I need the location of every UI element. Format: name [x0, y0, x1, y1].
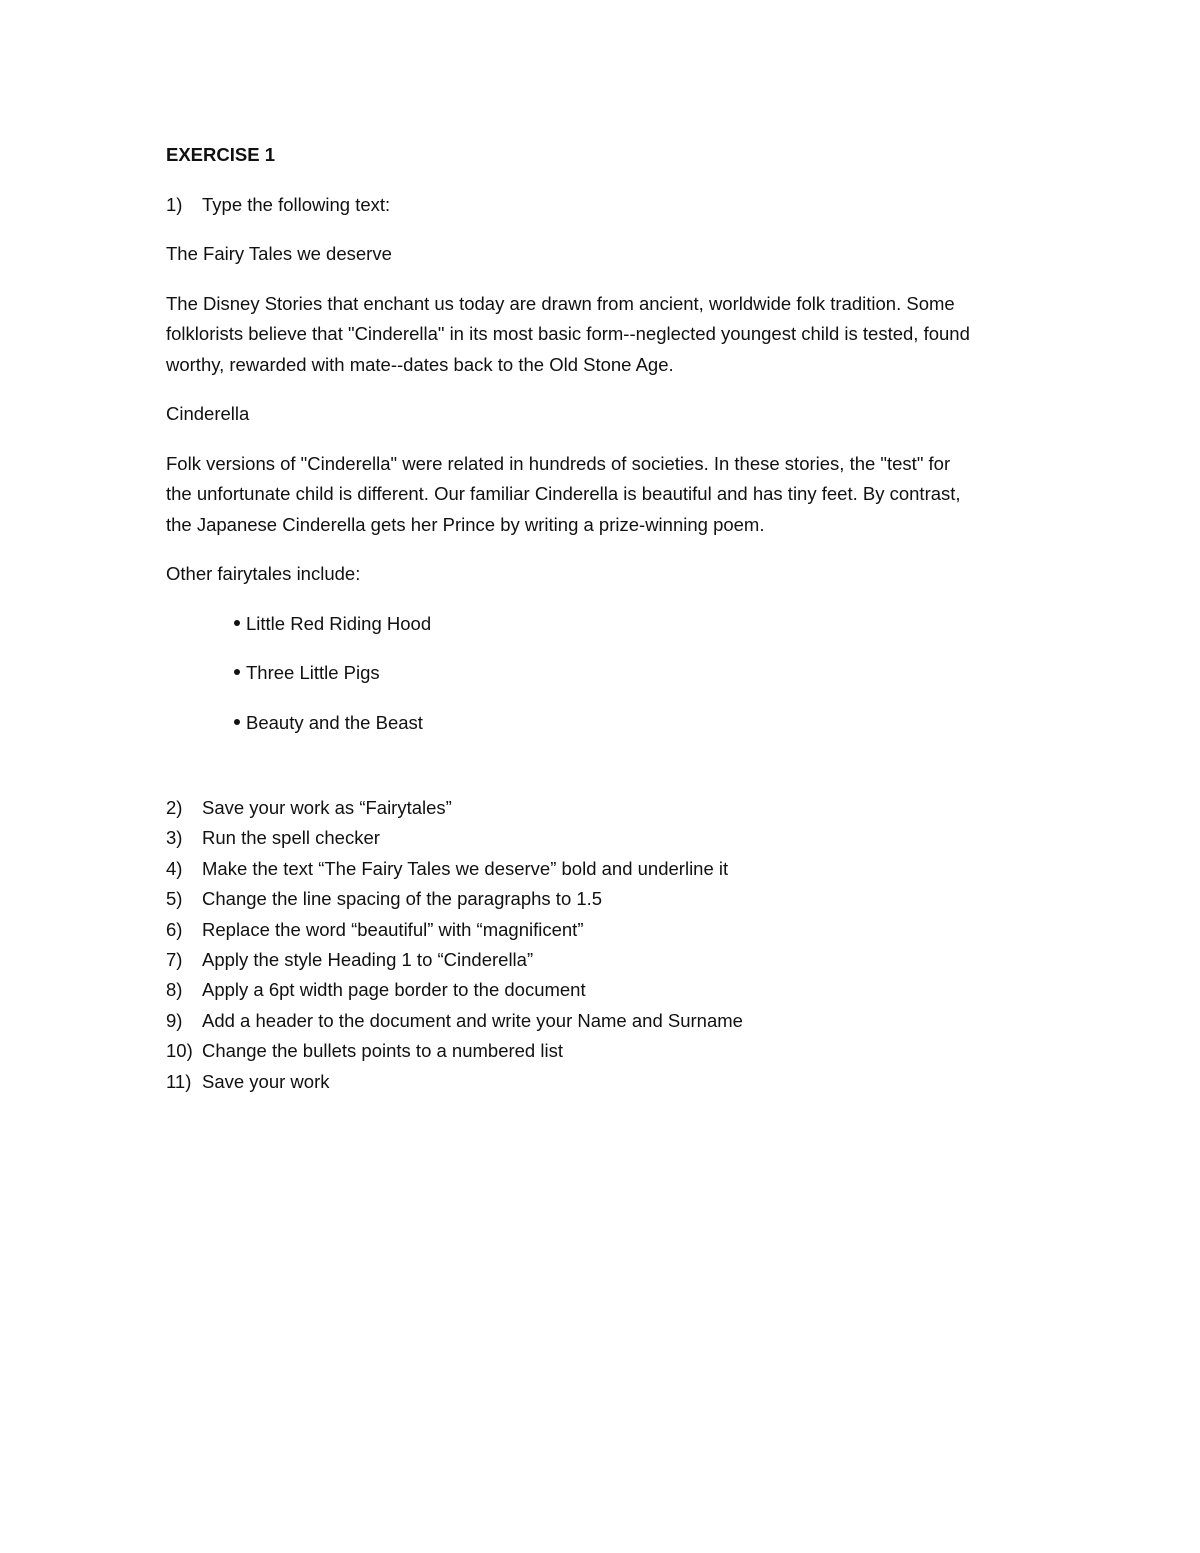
- list-intro: Other fairytales include:: [166, 563, 361, 584]
- fairytale-bullet-list: [166, 609, 1046, 738]
- step-text: Change the line spacing of the paragraphs to 1.5: [202, 888, 603, 910]
- step-text: Apply the style Heading 1 to “Cinderella”: [202, 948, 534, 970]
- bullet-icon: [234, 719, 240, 725]
- step-text: Make the text “The Fairy Tales we deserve” bold and underline it: [202, 857, 729, 879]
- step-item: [166, 975, 1046, 1005]
- bullet-icon: [234, 669, 240, 675]
- step-text: Save your work: [202, 1070, 330, 1092]
- step-number: 3): [166, 827, 183, 849]
- step-text: Save your work as “Fairytales”: [202, 797, 452, 818]
- paragraph-line: The Disney Stories that enchant us today are drawn from ancient, worldwide folk tradition. Some: [166, 292, 955, 314]
- step-text: Add a header to the document and write your Name and Surname: [202, 1009, 743, 1031]
- step-number: 2): [166, 797, 183, 818]
- exercise-title: EXERCISE 1: [166, 144, 275, 165]
- step-item: [166, 884, 1046, 914]
- step-number: 4): [166, 857, 183, 879]
- step-number: 6): [166, 918, 183, 940]
- step-item: [166, 190, 1046, 220]
- step-item: [166, 1006, 1046, 1036]
- step-text: Apply a 6pt width page border to the document: [202, 979, 586, 1001]
- paragraph-line: folklorists believe that "Cinderella" in its most basic form--neglected youngest child is tested, found: [166, 323, 970, 344]
- step-text: Replace the word “beautiful” with “magnificent”: [202, 918, 584, 940]
- step-item: [166, 823, 1046, 853]
- paragraph-line: worthy, rewarded with mate--dates back to the Old Stone Age.: [166, 353, 674, 375]
- bullet-item: [234, 658, 1046, 688]
- bullet-item: [234, 708, 1046, 738]
- story-subheading: Cinderella: [166, 403, 250, 424]
- step-number: 9): [166, 1009, 183, 1031]
- step-number: 10): [166, 1040, 193, 1062]
- step-number: 11): [166, 1070, 192, 1092]
- paragraph-line: the Japanese Cinderella gets her Prince by writing a prize-winning poem.: [166, 513, 765, 535]
- step-item: [166, 793, 1046, 823]
- document-body: [166, 140, 1046, 1097]
- paragraph-line: the unfortunate child is different. Our familiar Cinderella is beautiful and has tiny feet. By contrast,: [166, 483, 961, 504]
- step-text: Change the bullets points to a numbered list: [202, 1040, 563, 1062]
- bullet-icon: [234, 620, 240, 626]
- bullet-text: Little Red Riding Hood: [246, 612, 432, 634]
- bullet-text: Beauty and the Beast: [246, 711, 423, 733]
- bullet-item: [234, 609, 1046, 639]
- step-number: 7): [166, 948, 183, 970]
- step-item: [166, 915, 1046, 945]
- step-number: 8): [166, 979, 183, 1001]
- step-text: Run the spell checker: [202, 827, 380, 849]
- story-heading: The Fairy Tales we deserve: [166, 243, 392, 264]
- steps-list: [166, 793, 1046, 1097]
- step-text: Type the following text:: [202, 194, 391, 215]
- story-paragraph-1: [166, 289, 1046, 381]
- bullet-text: Three Little Pigs: [246, 662, 380, 683]
- step-item: [166, 1067, 1046, 1097]
- step-item: [166, 945, 1046, 975]
- step-number: 5): [166, 888, 183, 910]
- step-number: 1): [166, 194, 183, 215]
- step-item: [166, 854, 1046, 884]
- story-paragraph-2: [166, 449, 1046, 541]
- paragraph-line: Folk versions of "Cinderella" were related in hundreds of societies. In these stories, the "test" for: [166, 452, 951, 474]
- step-item: [166, 1036, 1046, 1066]
